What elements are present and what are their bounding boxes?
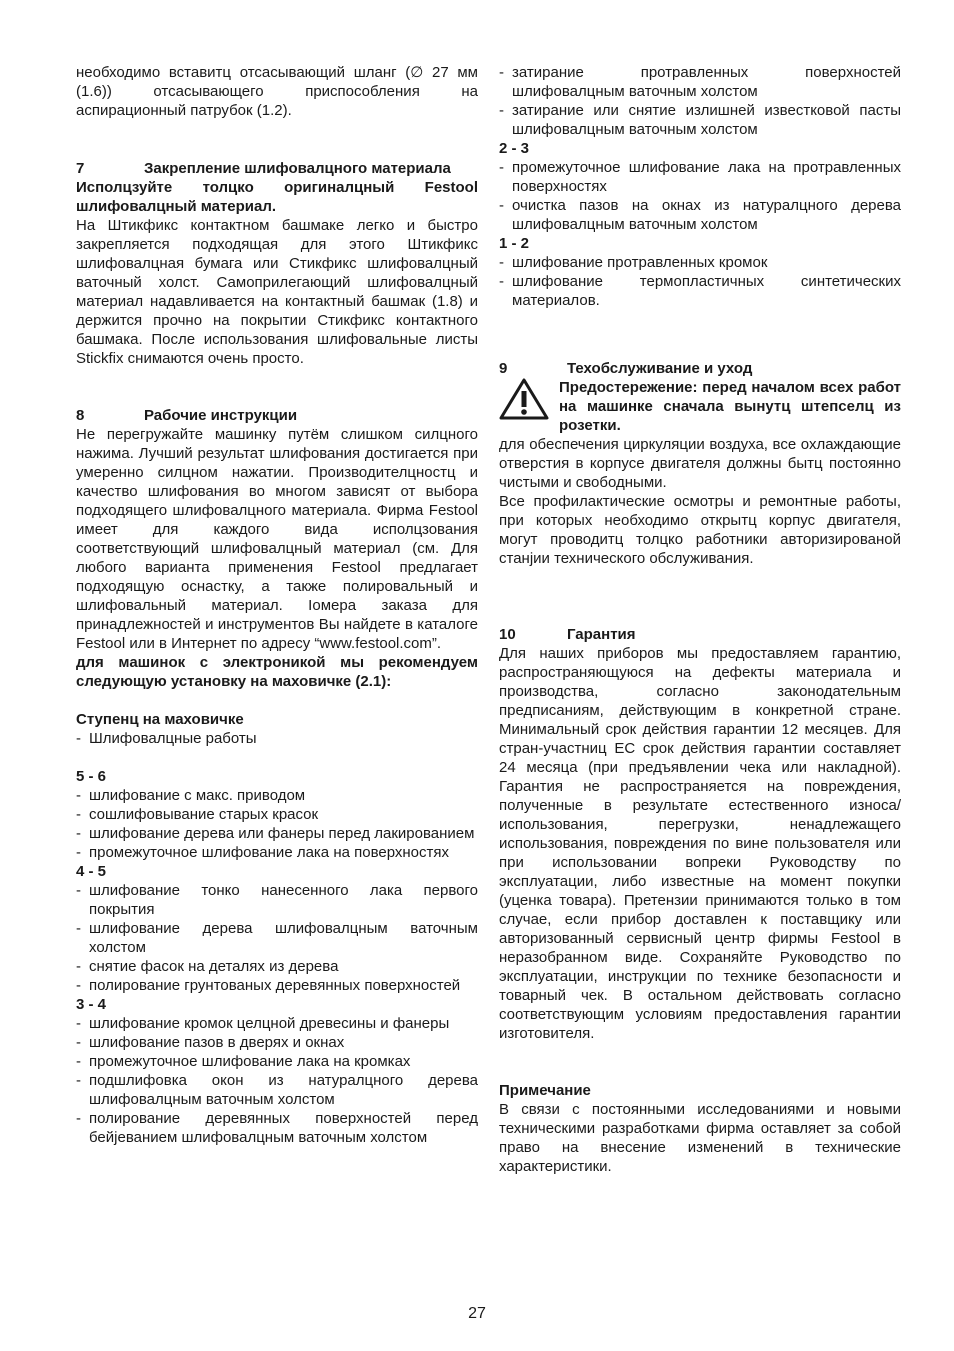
list-item: - шлифование с макс. приводом xyxy=(76,786,478,805)
list-item-text: шлифование тонко нанесенного лака первого покрытия xyxy=(89,882,478,918)
list-item-text: шлифование протравленных кромок xyxy=(512,254,768,271)
list-item: - очистка пазов на окнах из натуралцного дерева шлифовалцным ваточным холстом xyxy=(499,197,901,233)
group-label: 2 - 3 xyxy=(499,140,530,157)
list-item-text: шлифование с макс. приводом xyxy=(89,787,306,804)
list-item-text: промежуточное шлифование лака на протравленных поверхностях xyxy=(512,159,901,195)
note-title: Примечание xyxy=(499,1082,591,1099)
list-item-text: шлифование пазов в дверях и окнах xyxy=(89,1034,345,1051)
list-item-text: шлифование термопластичных синтетических материалов. xyxy=(512,273,901,309)
list-item: - шлифование пазов в дверях и окнах xyxy=(76,1033,478,1052)
list-item: - шлифование протравленных кромок xyxy=(499,253,901,272)
list-item-text: полирование грунтованых деревянных поверхностей xyxy=(89,977,461,994)
group-1-2 xyxy=(499,234,901,310)
section-8-heading xyxy=(76,406,478,425)
right-column xyxy=(499,63,901,1176)
list-item-text: шлифование кромок целцной древесины и фанеры xyxy=(89,1015,450,1032)
list-item: - промежуточное шлифование лака на протравленных поверхностях xyxy=(499,159,901,195)
page-number: 27 xyxy=(468,1305,486,1322)
list-item-text: затирание протравленных поверхностей шлифовалцным ваточным холстом xyxy=(512,64,901,100)
note-body: В связи с постоянными исследованиями и новыми техническими разработками фирма оставляет за собой право на внесение изменений в технические характеристики. xyxy=(499,1101,901,1175)
list-item: - полирование грунтованых деревянных поверхностей xyxy=(76,976,478,995)
group-5-6 xyxy=(76,767,478,862)
warning-triangle-icon xyxy=(499,378,559,425)
section-9-body-1: для обеспечения циркуляции воздуха, все охлаждающие отверстия в корпусе двигателя должны бытц постоянно чистыми и свободными. xyxy=(499,436,901,491)
list-item: - промежуточное шлифование лака на поверхностях xyxy=(76,843,478,862)
left-column xyxy=(76,63,478,1147)
step-label: Ступенц на маховичке xyxy=(76,711,244,728)
list-item: - затирание протравленных поверхностей шлифовалцным ваточным холстом xyxy=(499,64,901,100)
list-item-text: затирание или снятие излишней известковой пасты шлифовалцным ваточным холстом xyxy=(512,102,901,138)
section-7-heading xyxy=(76,159,478,178)
list-item-text: шлифование дерева шлифовалцным ваточным холстом xyxy=(89,920,478,956)
list-item: - шлифование кромок целцной древесины и фанеры xyxy=(76,1014,478,1033)
section-10-heading xyxy=(499,625,901,644)
list-item-text: промежуточное шлифование лака на кромках xyxy=(89,1053,411,1070)
section-10-body: Для наших приборов мы предоставляем гарантию, распространяющуюся на дефекты материала и производства, согласно законодательным предписаниям, действующим в конкретной стране. Минимальный срок действия гарантии 12 месяцев. Для стран-участниц ЕС срок действия гарантии составляет 24 месяца (при предъявлении чека или накладной). Гарантия не распространяется на повреждения, полученные в результате естественного износа/использования, перегрузки, ненадлежащего использования, повреждения по вине пользователя или при использовании вопреки Руководству по эксплуатации, либо известные на момент покупки (уценка товара). Претензии принимаются только в том случае, если прибор доставлен к поставщику или авторизованный сервисный центр фирмы Festool в неразобранном виде. Сохраняйте Руководство по эксплуатации, инструкции по технике безопасности и товарный чек. В остальном действовать согласно соответствующим условиям предоставления гарантии изготовителя. xyxy=(499,645,901,1042)
list-item: - сошлифовывание старых красок xyxy=(76,805,478,824)
list-item-text: Шлифовалцные работы xyxy=(89,730,257,747)
section-9-title: Техобслуживание и уход xyxy=(567,360,753,377)
list-item: - Шлифовалцные работы xyxy=(76,729,478,748)
group-label: 3 - 4 xyxy=(76,996,107,1013)
list-item: - шлифование тонко нанесенного лака первого покрытия xyxy=(76,882,478,918)
list-item: - снятие фасок на деталях из дерева xyxy=(76,957,478,976)
warning-block xyxy=(499,378,901,435)
list-item-text: полирование деревянных поверхностей перед бейјеванием шлифовалцным ваточным холстом xyxy=(89,1110,478,1146)
section-7-body: На Штикфикс контактном башмаке легко и быстро закрепляется подходящая для этого Штикфикс шлифовалцная бумага или Стикфикс шлифовалцный ваточный холст. Самоприлегающий шлифовалцный материал надавливается на контактный башмак (1.8) и держится прочно на покрытии Стикфикс контактного башмака. После использования шлифовальные листы Stickfix снимаются очень просто. xyxy=(76,217,478,367)
list-item: - полирование деревянных поверхностей перед бейјеванием шлифовалцным ваточным холстом xyxy=(76,1110,478,1146)
list-item-text: снятие фасок на деталях из дерева xyxy=(89,958,339,975)
list-item-text: сошлифовывание старых красок xyxy=(89,806,319,823)
list-item: - шлифование термопластичных синтетических материалов. xyxy=(499,273,901,309)
group-2-3 xyxy=(499,139,901,234)
list-item: - подшлифовка окон из натуралцного дерева шлифовалцным ваточным холстом xyxy=(76,1072,478,1108)
section-10-number: 10 xyxy=(499,626,516,643)
section-8-title: Рабочие инструкции xyxy=(144,407,298,424)
list-item-text: промежуточное шлифование лака на поверхностях xyxy=(89,844,450,861)
section-8-bold-note: для машинок с электроникой мы рекомендуем следующую установку на маховичке (2.1): xyxy=(76,654,478,690)
section-9-heading xyxy=(499,359,901,378)
group-label: 5 - 6 xyxy=(76,768,107,785)
section-7-title: Закрепление шлифовалцного материала xyxy=(144,160,451,177)
list-item: - промежуточное шлифование лака на кромках xyxy=(76,1052,478,1071)
group-3-4 xyxy=(76,995,478,1147)
section-9-body-2: Все профилактические осмотры и ремонтные работы, при которых необходимо открытц корпус двигателя, могут проводитц толцко работники авторизированой станјии технического обслуживания. xyxy=(499,493,901,567)
warning-text: Предостережение: перед началом всех работ на машинке сначала вынутц штепселц из розетки. xyxy=(559,379,901,434)
section-8-number: 8 xyxy=(76,407,85,424)
list-item: - затирание или снятие излишней известковой пасты шлифовалцным ваточным холстом xyxy=(499,102,901,138)
section-7-bold-note: Исполцзуйте толцко оригиналцный Festool шлифовалцный материал. xyxy=(76,179,478,215)
section-7-number: 7 xyxy=(76,160,85,177)
section-8-body: Не перегружайте машинку путём слишком силцного нажима. Лучший результат шлифования достигается при умеренно силцном нажатии. Производителцностц и качество шлифования во многом зависят от выбора подходящего шлифовалцного материала. Фирма Festool имеет для каждого вида исполцзования соответствующий шлифовалцный материал (см. Для любого варианта применения Festool предлагает подходящую оснастку, а также полировальный и шлифовальный материал. Іомера заказа для принадлежностей и инструментов Вы найдете в каталоге Festool или в Интернет по адресу “www.festool.com”. xyxy=(76,426,478,652)
section-10-title: Гарантия xyxy=(567,626,636,643)
list-item-text: подшлифовка окон из натуралцного дерева шлифовалцным ваточным холстом xyxy=(89,1072,478,1108)
group-label: 4 - 5 xyxy=(76,863,107,880)
list-item-text: шлифование дерева или фанеры перед лакированием xyxy=(89,825,475,842)
list-item-text: очистка пазов на окнах из натуралцного дерева шлифовалцным ваточным холстом xyxy=(512,197,901,233)
list-item: - шлифование дерева или фанеры перед лакированием xyxy=(76,824,478,843)
group-label: 1 - 2 xyxy=(499,235,530,252)
list-item: - шлифование дерева шлифовалцным ваточным холстом xyxy=(76,920,478,956)
intro-paragraph: необходимо вставитц отсасывающий шланг (∅ 27 мм (1.6)) отсасывающего приспособления на аспирационный патрубок (1.2). xyxy=(76,64,478,119)
group-4-5 xyxy=(76,862,478,995)
section-9-number: 9 xyxy=(499,360,508,377)
